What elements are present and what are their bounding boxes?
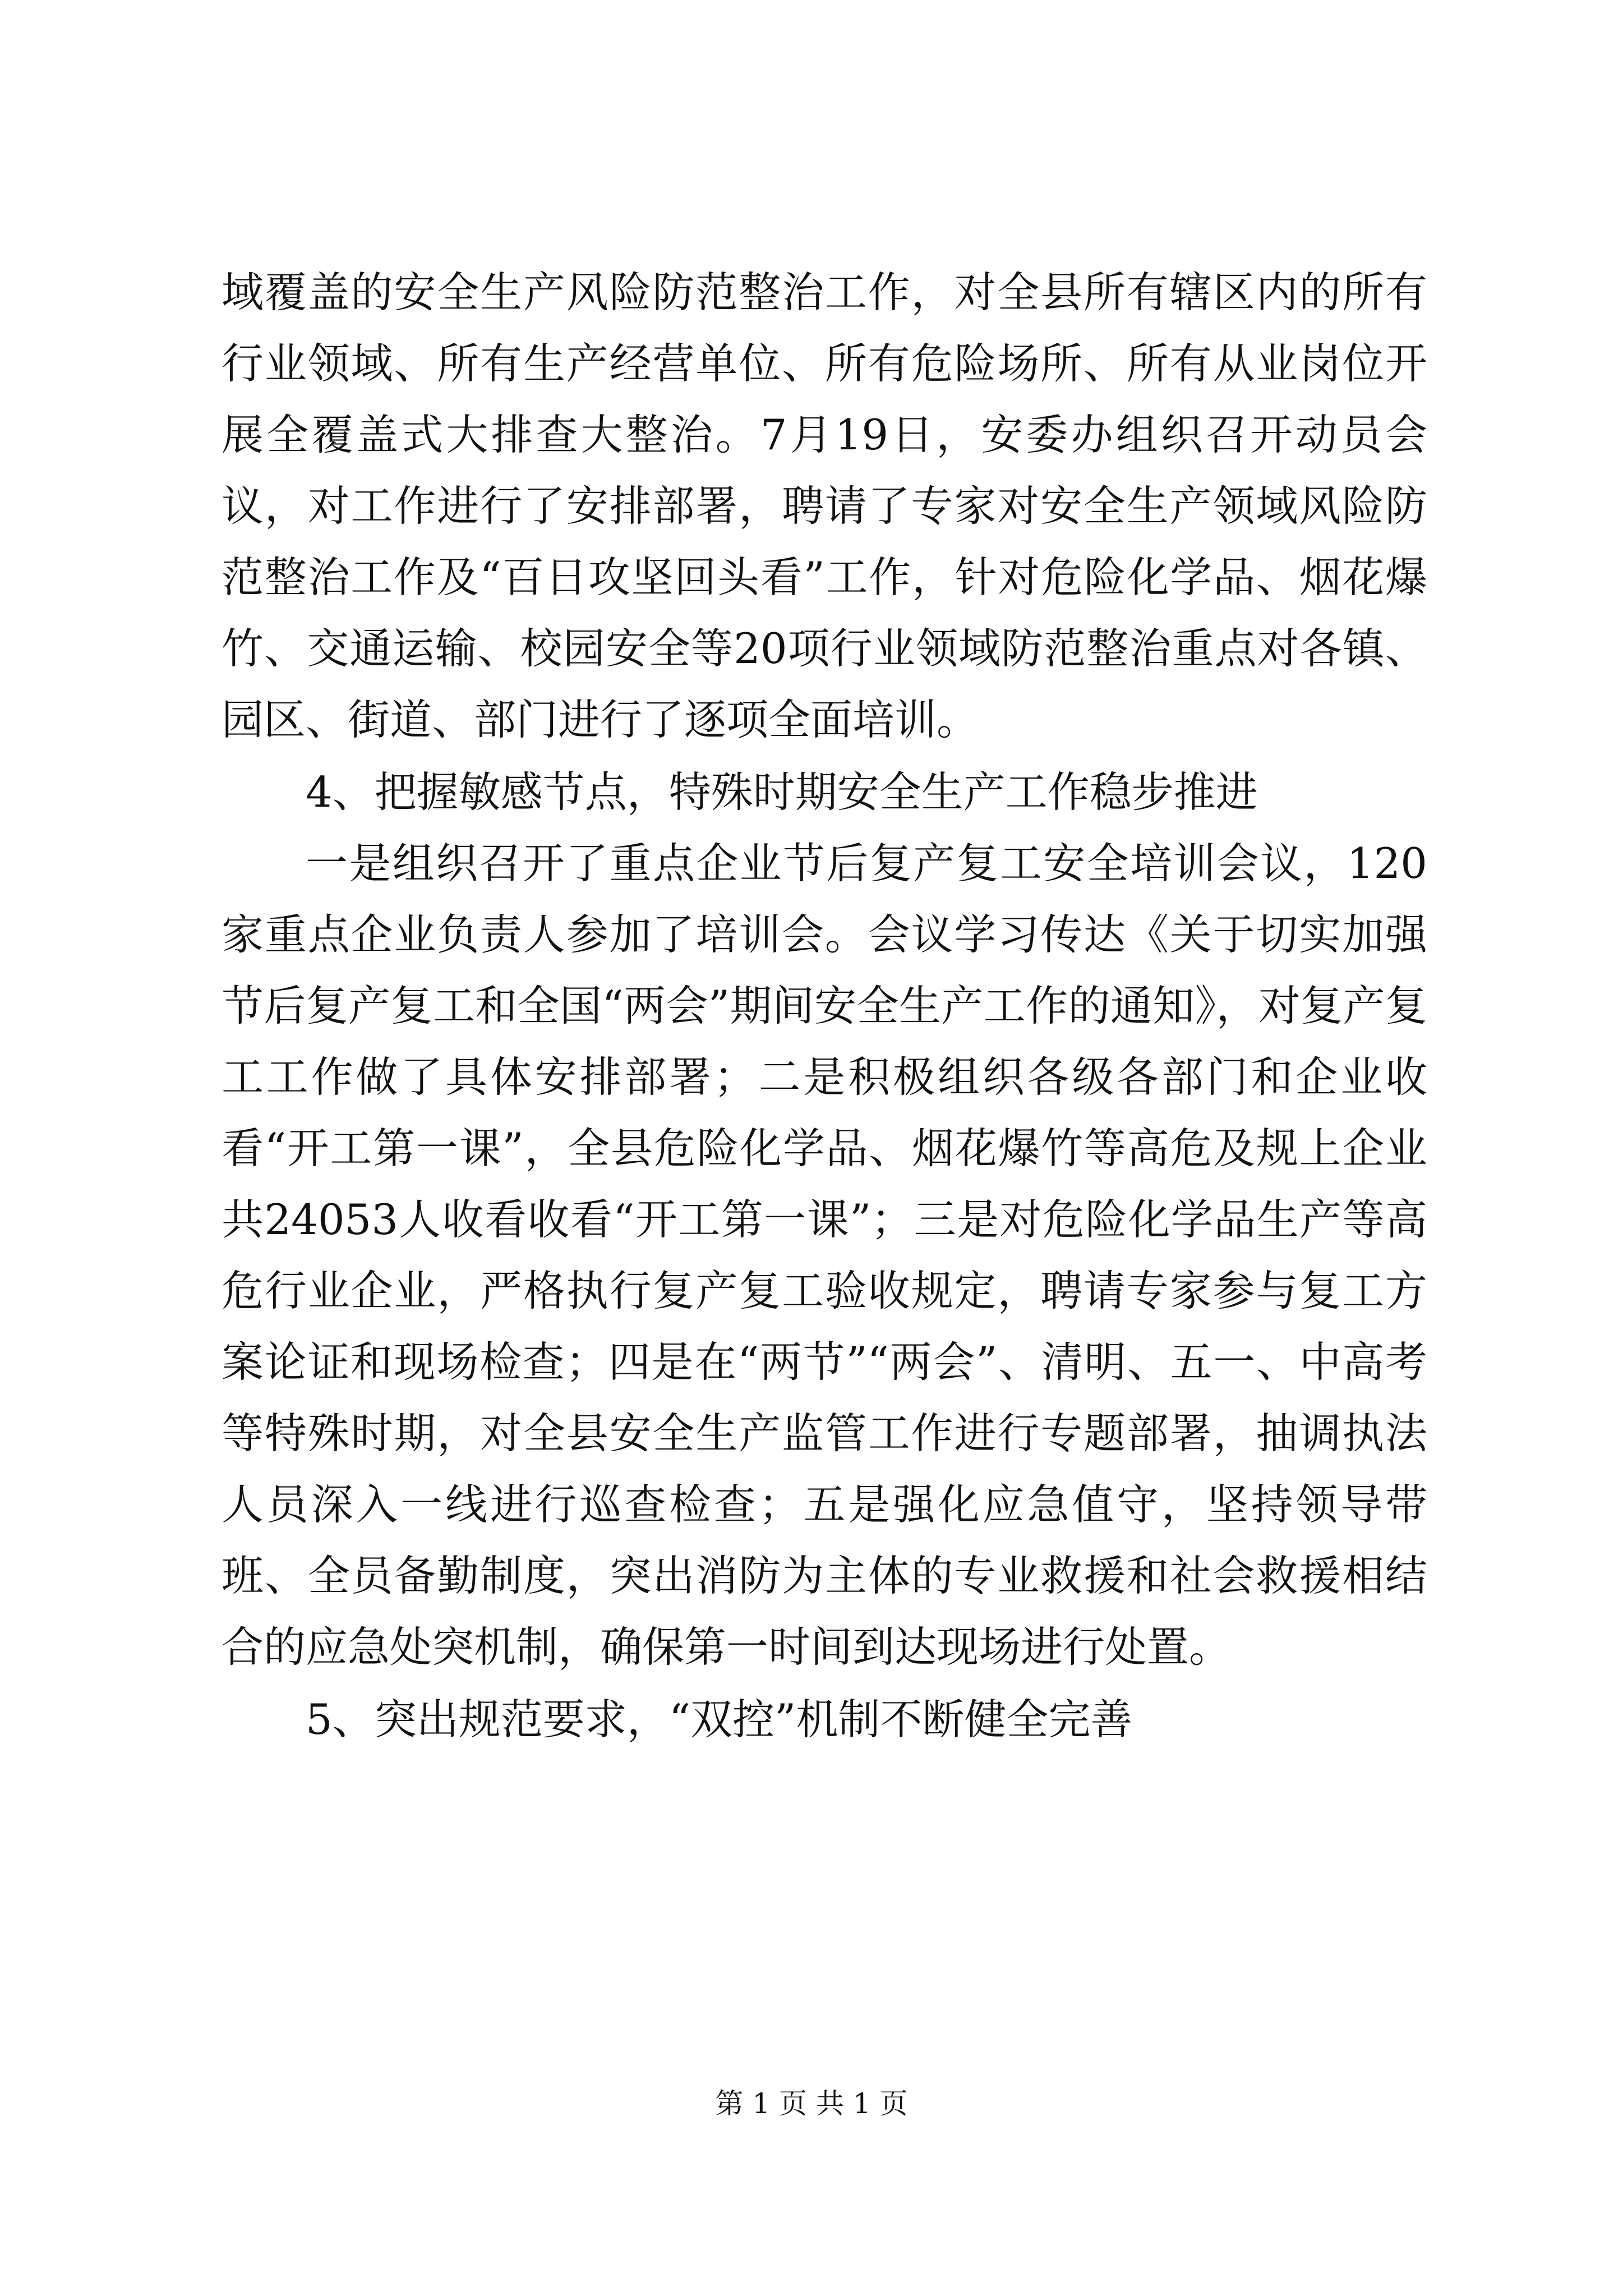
section-heading-4: 4、把握敏感节点，特殊时期安全生产工作稳步推进	[306, 767, 1258, 817]
document-body	[222, 257, 1427, 1755]
page-footer: 第 1 页 共 1 页	[715, 2087, 908, 2120]
section-heading-5: 5、突出规范要求，“双控”机制不断健全完善	[306, 1695, 1133, 1744]
paragraph-continuation: 域覆盖的安全生产风险防范整治工作，对全县所有辖区内的所有行业领域、所有生产经营单位、所有危险场所、所有从业岗位开展全覆盖式大排查大整治。7月19日，安委办组织召开动员会议，对工作进行了安排部署，聘请了专家对安全生产领域风险防范整治工作及“百日攻坚回头看”工作，针对危险化学品、烟花爆竹、交通运输、校园安全等20项行业领域防范整治重点对各镇、园区、街道、部门进行了逐项全面培训。	[222, 268, 1427, 744]
paragraph-section-4-body: 一是组织召开了重点企业节后复产复工安全培训会议，120家重点企业负责人参加了培训会。会议学习传达《关于切实加强节后复产复工和全国“两会”期间安全生产工作的通知》，对复产复工工作做了具体安排部署；二是积极组织各级各部门和企业收看“开工第一课”，全县危险化学品、烟花爆竹等高危及规上企业共24053人收看收看“开工第一课”；三是对危险化学品生产等高危行业企业，严格执行复产复工验收规定，聘请专家参与复工方案论证和现场检查；四是在“两节”“两会”、清明、五一、中高考等特殊时期，对全县安全生产监管工作进行专题部署，抽调执法人员深入一线进行巡查检查；五是强化应急值守，坚持领导带班、全员备勤制度，突出消防为主体的专业救援和社会救援相结合的应急处突机制，确保第一时间到达现场进行处置。	[222, 839, 1427, 1672]
